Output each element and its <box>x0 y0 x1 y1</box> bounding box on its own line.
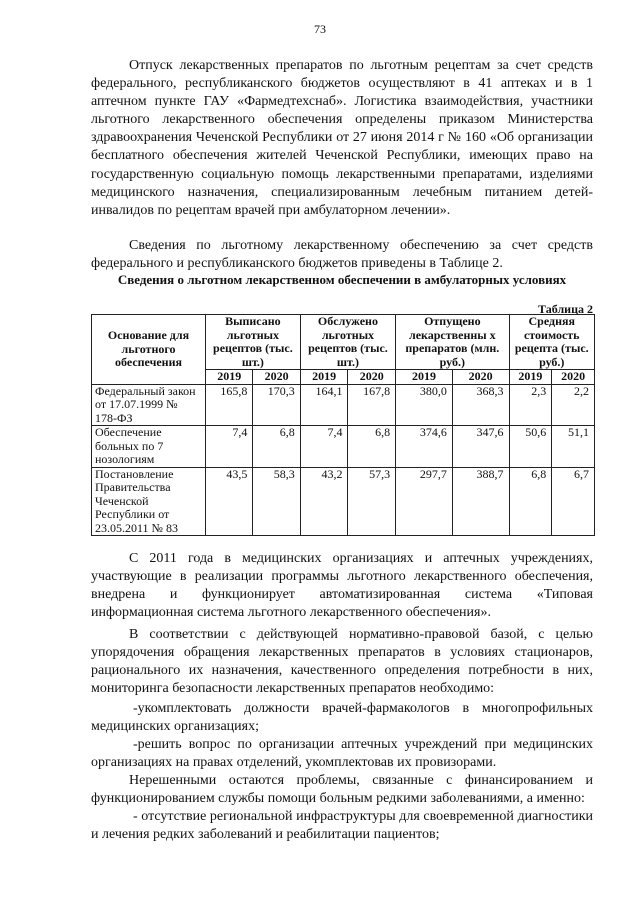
table-header-row <box>92 315 595 370</box>
value-cell: 43,5 <box>206 467 253 536</box>
page-number: 73 <box>314 22 326 36</box>
value-cell: 164,1 <box>300 384 348 426</box>
value-cell: 6,8 <box>509 467 552 536</box>
year-cell: 2019 <box>396 370 453 385</box>
value-cell: 50,6 <box>509 426 552 468</box>
list-item-infrastructure: - отсутствие региональной инфраструктуры для своевременной диагностики и лечения редких заболеваний и реабилитации пациентов; <box>91 809 593 843</box>
value-cell: 51,1 <box>552 426 595 468</box>
year-cell: 2019 <box>206 370 253 385</box>
year-cell: 2019 <box>300 370 348 385</box>
value-cell: 388,7 <box>452 467 509 536</box>
value-cell: 167,8 <box>348 384 396 426</box>
value-cell: 347,6 <box>452 426 509 468</box>
value-cell: 6,8 <box>348 426 396 468</box>
value-cell: 2,3 <box>509 384 552 426</box>
value-cell: 6,7 <box>552 467 595 536</box>
year-cell: 2020 <box>552 370 595 385</box>
value-cell: 6,8 <box>253 426 300 468</box>
header-avg-cost: Средняя стоимость рецепта (тыс. руб.) <box>509 315 594 370</box>
value-cell: 380,0 <box>396 384 453 426</box>
value-cell: 170,3 <box>253 384 300 426</box>
row-label: Постановление Правительства Чеченской Республики от 23.05.2011 № 83 <box>92 467 206 536</box>
year-cell: 2020 <box>253 370 300 385</box>
table-label: Таблица 2 <box>538 302 593 316</box>
year-cell: 2020 <box>348 370 396 385</box>
header-dispensed: Отпущено лекарственны х препаратов (млн. руб.) <box>396 315 509 370</box>
table-row <box>92 467 595 536</box>
year-cell: 2019 <box>509 370 552 385</box>
paragraph-table-reference: Сведения по льготному лекарственному обеспечению за счет средств федерального и республиканского бюджетов приведены в Таблице 2. <box>91 238 593 272</box>
list-item-pharmacy-units: -решить вопрос по организации аптечных учреждений при медицинских организациях на правах отделений, укомплектовав их провизорами. <box>91 737 593 771</box>
header-prescribed: Выписано льготных рецептов (тыс. шт.) <box>206 315 301 370</box>
paragraph-regulatory-measures: В соответствии с действующей нормативно-правовой базой, с целью упорядочения обращения лекарственных препаратов в условиях стационаров, рационального их назначения, качественного определения потребности в них, мониторинга безопасности лекарственных препаратов необходимо: <box>91 627 593 697</box>
value-cell: 7,4 <box>300 426 348 468</box>
row-label: Федеральный закон от 17.07.1999 № 178-ФЗ <box>92 384 206 426</box>
table-row <box>92 384 595 426</box>
value-cell: 58,3 <box>253 467 300 536</box>
list-item-pharmacologists: -укомплектовать должности врачей-фармакологов в многопрофильных медицинских организациях; <box>91 701 593 735</box>
value-cell: 368,3 <box>452 384 509 426</box>
value-cell: 374,6 <box>396 426 453 468</box>
header-basis: Основание для льготного обеспечения <box>92 315 206 385</box>
value-cell: 297,7 <box>396 467 453 536</box>
paragraph-pharmacy-dispensing: Отпуск лекарственных препаратов по льготным рецептам за счет средств федерального, республиканского бюджетов осуществляют в 41 аптеках и в 1 аптечном пункте ГАУ «Фармедтехснаб». Логистика взаимодействия, участники льготного лекарственного обеспечения определены приказом Министерства здравоохранения Чеченской Республики от 27 июня 2014 г № 160 «Об организации бесплатного обеспечения жителей Чеченской Республики, имеющих право на государственную социальную помощь лекарственными препаратами, изделиями медицинского назначения, специализированным лечебным питанием детей-инвалидов по рецептам врачей при амбулаторном лечении». <box>91 58 593 218</box>
value-cell: 57,3 <box>348 467 396 536</box>
paragraph-unresolved-problems: Нерешенными остаются проблемы, связанные с финансированием и функционированием службы помощи больным редкими заболеваниями, а именно: <box>91 773 593 807</box>
value-cell: 2,2 <box>552 384 595 426</box>
table-row <box>92 426 595 468</box>
year-cell: 2020 <box>452 370 509 385</box>
header-served: Обслужено льготных рецептов (тыс. шт.) <box>300 315 395 370</box>
row-label: Обеспечение больных по 7 нозологиям <box>92 426 206 468</box>
benefits-table <box>91 314 595 536</box>
value-cell: 165,8 <box>206 384 253 426</box>
value-cell: 7,4 <box>206 426 253 468</box>
value-cell: 43,2 <box>300 467 348 536</box>
paragraph-automated-system: С 2011 года в медицинских организациях и аптечных учреждениях, участвующие в реализации программы льготного лекарственного обеспечения, внедрена и функционирует автоматизированная система «Типовая информационная система льготного лекарственного обеспечения». <box>91 551 593 621</box>
table-title: Сведения о льготном лекарственном обеспечении в амбулаторных условиях <box>117 272 567 287</box>
